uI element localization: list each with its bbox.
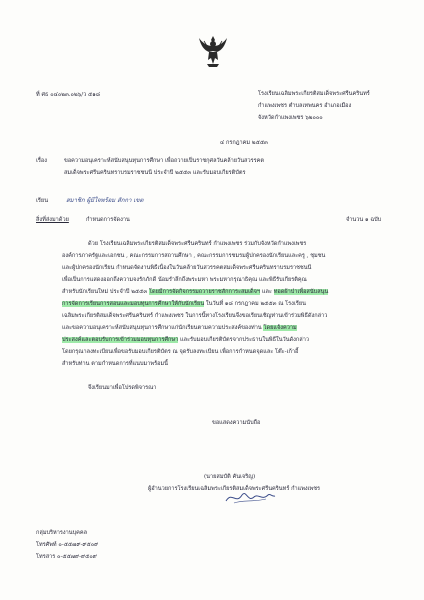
enclosure-count: จำนวน ๑ ฉบับ: [346, 217, 382, 223]
body-text: สำหรับนักเรียนใหม่ ประจำปี ๒๕๕๓: [62, 289, 149, 295]
body-line: องค์การภาครัฐและเอกชน , คณะกรรมการสถานศึกษา , คณะกรรมการชมรมผู้ปกครองนักเรียนและครู , ชุมชน: [62, 253, 326, 259]
body-line: ด้วย โรงเรียนเฉลิมพระเกียรติสมเด็จพระศรีนครินทร์ กำแพงเพชร ร่วมกับจังหวัดกำแพงเพชร: [88, 241, 307, 247]
handwritten-recipient: สมาชิก ผู้มีใจพร้อม สักกา เขต: [66, 197, 144, 204]
enclosure-label: สิ่งที่ส่งมาด้วย: [36, 217, 69, 223]
body-line: เพื่อเป็นการแสดงออกถึงความจงรักภักดี น้อมรำลึกถึงพระมหา พระมหากรุณาธิคุณ และพิธีรับเกียรติคุณ: [62, 277, 307, 283]
footer-phone: โทรศัพท์ ๐-๕๕๗๙-๙๕๐๙: [36, 542, 99, 548]
body-line: สำหรับท่าน ตามกำหนดการที่แนบมาพร้อมนี้: [62, 361, 168, 367]
body-text: และขอความอนุเคราะห์สนับสนุนทุนการศึกษาแก่นักเรียนตามความประสงค์ของท่าน: [62, 325, 264, 331]
subject-line-2: สมเด็จพระศรีนครินทราบรมราชชนนี ประจำปี ๒๕๕๓ และรับมอบเกียรติบัตร: [64, 170, 246, 176]
highlighted-text: โดยแจ้งความ: [263, 325, 297, 331]
subject-line-1: ขอความอนุเคราะห์สนับสนุนทุนการศึกษา เพื่อถวายเป็นราชกุศลวันคล้ายวันสวรรคต: [64, 158, 264, 164]
signatory-position: ผู้อำนวยการโรงเรียนเฉลิมพระเกียรติสมเด็จพระศรีนครินทร์ กำแพงเพชร: [148, 486, 321, 492]
salutation-label: เรียน: [36, 198, 49, 204]
sender-line-3: จังหวัดกำแพงเพชร ๖๒๐๐๐: [258, 115, 323, 121]
highlighted-text: ทอดผ้าป่าเพื่อสนับสนุน: [273, 289, 329, 295]
sender-line-2: กำแพงเพชร ตำบลเทพนคร อำเภอเมือง: [258, 103, 352, 109]
body-text: ในวันที่ ๑๘ กรกฎาคม ๒๕๕๓ ณ โรงเรียน: [204, 301, 306, 307]
highlighted-text: การจัดการเรียนการสอนและมอบทุนการศึกษาให้กับนักเรียน: [62, 301, 205, 307]
body-line: [62, 289, 328, 296]
body-line: และผู้ปกครองนักเรียน กำหนดจัดงานพิธีเนื่องในวันคล้ายวันสวรรคตสมเด็จพระศรีนครินทราบรมราชชนนี: [62, 265, 312, 271]
body-text: และ: [260, 289, 274, 295]
body-text: และรับมอบเกียรติบัตรจากประธานในพิธีในวันดังกล่าว: [178, 337, 309, 343]
body-line: [62, 337, 309, 344]
respect-closing: ขอแสดงความนับถือ: [212, 420, 261, 426]
footer-department: กลุ่มบริหารงานบุคคล: [36, 530, 88, 536]
body-line: [62, 301, 306, 308]
highlighted-text: ประสงค์และตอบรับการเข้าร่วมมอบทุนการศึกษา: [62, 337, 179, 343]
subject-label: เรื่อง: [36, 158, 48, 164]
highlighted-text: โดยมีการจัดกิจกรรมถวายราชสักการะสมเด็จฯ: [148, 289, 261, 295]
footer-fax: โทรสาร ๐-๕๕๗๙-๙๕๐๙: [36, 554, 97, 560]
document-number: ที่ ศธ ๐๔๐๒๓.๐๒๖/ว ๕๑๘: [36, 92, 101, 98]
enclosure-item: กำหนดการจัดงาน: [86, 217, 130, 223]
body-line: เฉลิมพระเกียรติสมเด็จพระศรีนครินทร์ กำแพงเพชร ในการนี้ทางโรงเรียนจึงขอเรียนเชิญท่านเข้าร่วมพิธีดังกล่าว: [62, 313, 328, 319]
signatory-name: (นายสมบัติ คันเจริญ): [204, 474, 256, 480]
garuda-emblem-icon: [198, 34, 228, 68]
sender-line-1: โรงเรียนเฉลิมพระเกียรติสมเด็จพระศรีนครินทร์: [258, 91, 370, 97]
closing-request: จึงเรียนมาเพื่อโปรดพิจารณา: [88, 385, 157, 391]
body-line: [62, 325, 297, 332]
body-line: โดยกรุณาลงทะเบียนเพื่อขอรับมอบเกียรติบัตร ณ จุดรับลงทะเบียน เพื่อการกำหนดจุดและ โต๊ะ-เก้าอี้: [62, 349, 299, 355]
letter-date: ๔ กรกฎาคม ๒๕๕๓: [220, 140, 268, 146]
